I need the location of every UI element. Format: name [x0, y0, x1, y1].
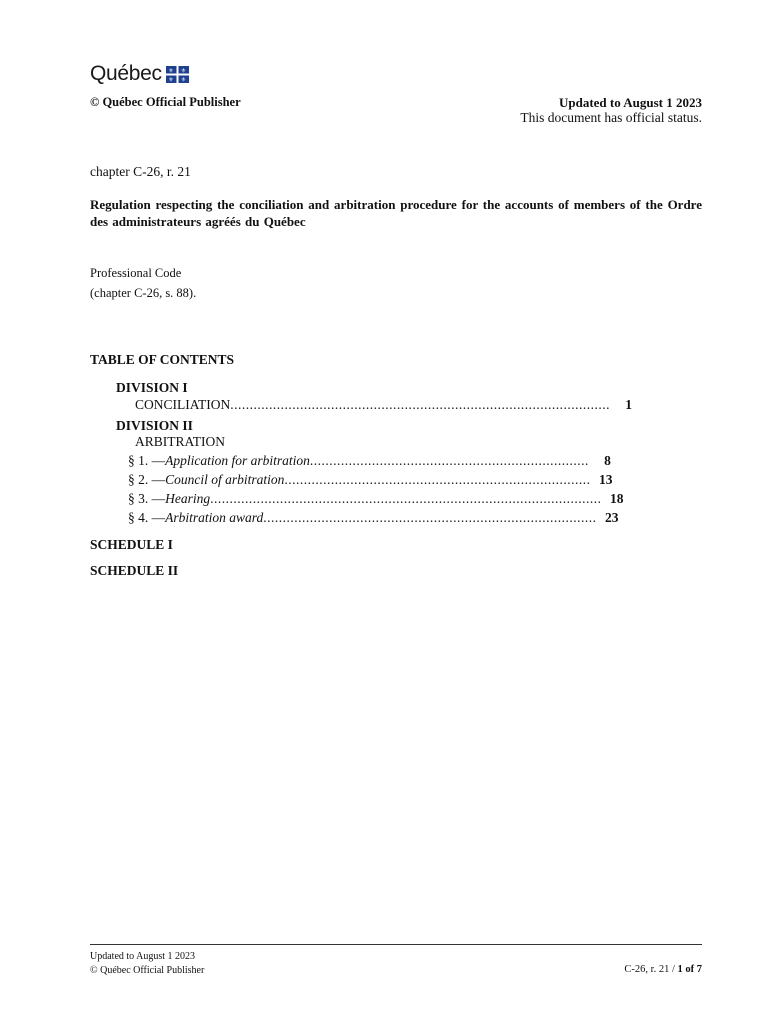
toc-division-2-title: ARBITRATION	[135, 434, 225, 449]
toc-heading: TABLE OF CONTENTS	[90, 352, 235, 367]
chapter-reference: chapter C-26, r. 21	[90, 164, 191, 179]
svg-text:⚜: ⚜	[180, 76, 186, 83]
toc-entry-prefix: § 3. —	[128, 491, 166, 506]
toc-entry-application[interactable]	[128, 453, 611, 469]
svg-text:⚜: ⚜	[168, 76, 174, 83]
toc-leader-dots: ..................................................................................................	[230, 397, 610, 412]
toc-schedule-1[interactable]: SCHEDULE I	[90, 537, 173, 552]
act-reference: (chapter C-26, s. 88).	[90, 286, 197, 300]
toc-division-1-label: DIVISION I	[116, 380, 188, 395]
toc-entry-title: CONCILIATION	[135, 397, 231, 412]
toc-entry-page: 13	[599, 472, 613, 487]
toc-entry-award[interactable]	[128, 510, 619, 526]
toc-entry-conciliation[interactable]	[135, 397, 632, 413]
toc-entry-title: Hearing	[165, 491, 211, 506]
svg-text:⚜: ⚜	[168, 67, 174, 74]
official-status: This document has official status.	[520, 110, 702, 125]
footer-page-indicator	[624, 964, 702, 975]
toc-entry-page: 23	[605, 510, 619, 525]
toc-leader-dots: .....................................................................................................	[210, 491, 602, 506]
toc-entry-prefix: § 4. —	[128, 510, 166, 525]
footer-updated: Updated to August 1 2023	[90, 951, 195, 962]
publisher-notice: © Québec Official Publisher	[90, 95, 241, 109]
toc-leader-dots: ...............................................................................	[284, 472, 591, 487]
footer-publisher: © Québec Official Publisher	[90, 965, 205, 976]
toc-entry-title: Council of arbitration	[165, 472, 285, 487]
toc-entry-council[interactable]	[128, 472, 613, 488]
toc-entry-prefix: § 1. —	[128, 453, 166, 468]
toc-entry-title: Arbitration award	[165, 510, 264, 525]
toc-leader-dots: ........................................................................	[309, 453, 589, 468]
act-name: Professional Code	[90, 266, 182, 280]
toc-schedule-2[interactable]: SCHEDULE II	[90, 563, 179, 578]
page-number: 1 of 7	[677, 964, 702, 975]
toc-entry-page: 8	[604, 453, 611, 468]
svg-text:⚜: ⚜	[180, 67, 186, 74]
toc-division-2-label: DIVISION II	[116, 418, 193, 433]
toc-entry-page: 1	[625, 397, 632, 412]
footer-reference: C-26, r. 21 /	[624, 964, 678, 975]
updated-date: Updated to August 1 2023	[558, 95, 702, 110]
footer-divider	[90, 944, 702, 945]
toc-entry-page: 18	[610, 491, 624, 506]
toc-entry-hearing[interactable]	[128, 491, 624, 507]
toc-entry-prefix: § 2. —	[128, 472, 166, 487]
enabling-act	[90, 263, 196, 303]
quebec-flag-icon	[166, 66, 189, 83]
footer-left	[90, 950, 204, 978]
toc-leader-dots: ......................................................................................	[263, 510, 597, 525]
regulation-title: Regulation respecting the conciliation and arbitration procedure for the accounts of members of the Ordre des administrateurs agréés du Québec	[90, 197, 702, 229]
toc-entry-title: Application for arbitration	[165, 453, 310, 468]
logo-wordmark: Québec	[90, 62, 162, 85]
quebec-logo	[90, 62, 189, 86]
